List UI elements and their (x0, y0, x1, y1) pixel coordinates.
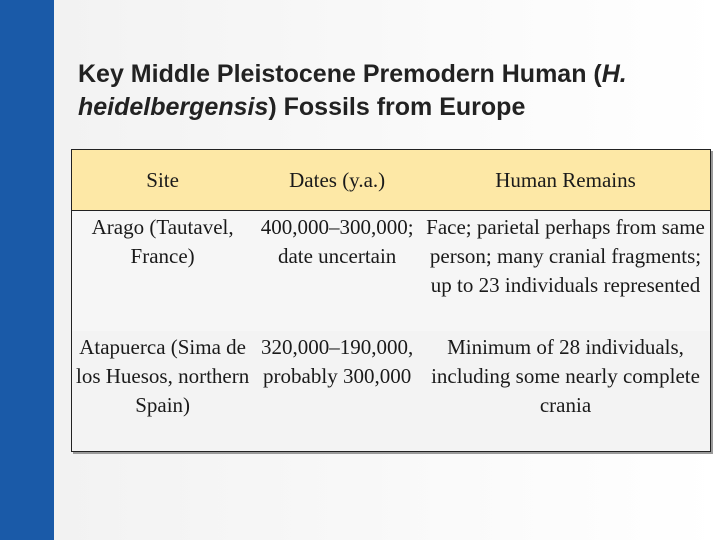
cell-dates: 320,000–190,000, probably 300,000 (253, 331, 421, 452)
cell-dates: 400,000–300,000; date uncertain (253, 211, 421, 332)
header-dates: Dates (y.a.) (253, 150, 421, 211)
table-row (72, 331, 711, 452)
left-accent-bar (0, 0, 54, 540)
header-site: Site (72, 150, 254, 211)
title-species-name: H. heidelbergensis (78, 60, 627, 121)
table-row (72, 211, 711, 332)
table-header-row (72, 150, 711, 211)
cell-site: Arago (Tautavel, France) (72, 211, 254, 332)
cell-human-remains: Minimum of 28 individuals, including some nearly complete crania (421, 331, 710, 452)
title-text-part2: ) Fossils from Europe (268, 93, 526, 121)
header-human-remains: Human Remains (421, 150, 710, 211)
cell-human-remains: Face; parietal perhaps from same person; many cranial fragments; up to 23 individuals represented (421, 211, 710, 332)
fossils-table (71, 149, 711, 452)
title-text-part1: Key Middle Pleistocene Premodern Human ( (78, 60, 602, 88)
slide-title (78, 58, 698, 124)
cell-site: Atapuerca (Sima de los Huesos, northern Spain) (72, 331, 254, 452)
